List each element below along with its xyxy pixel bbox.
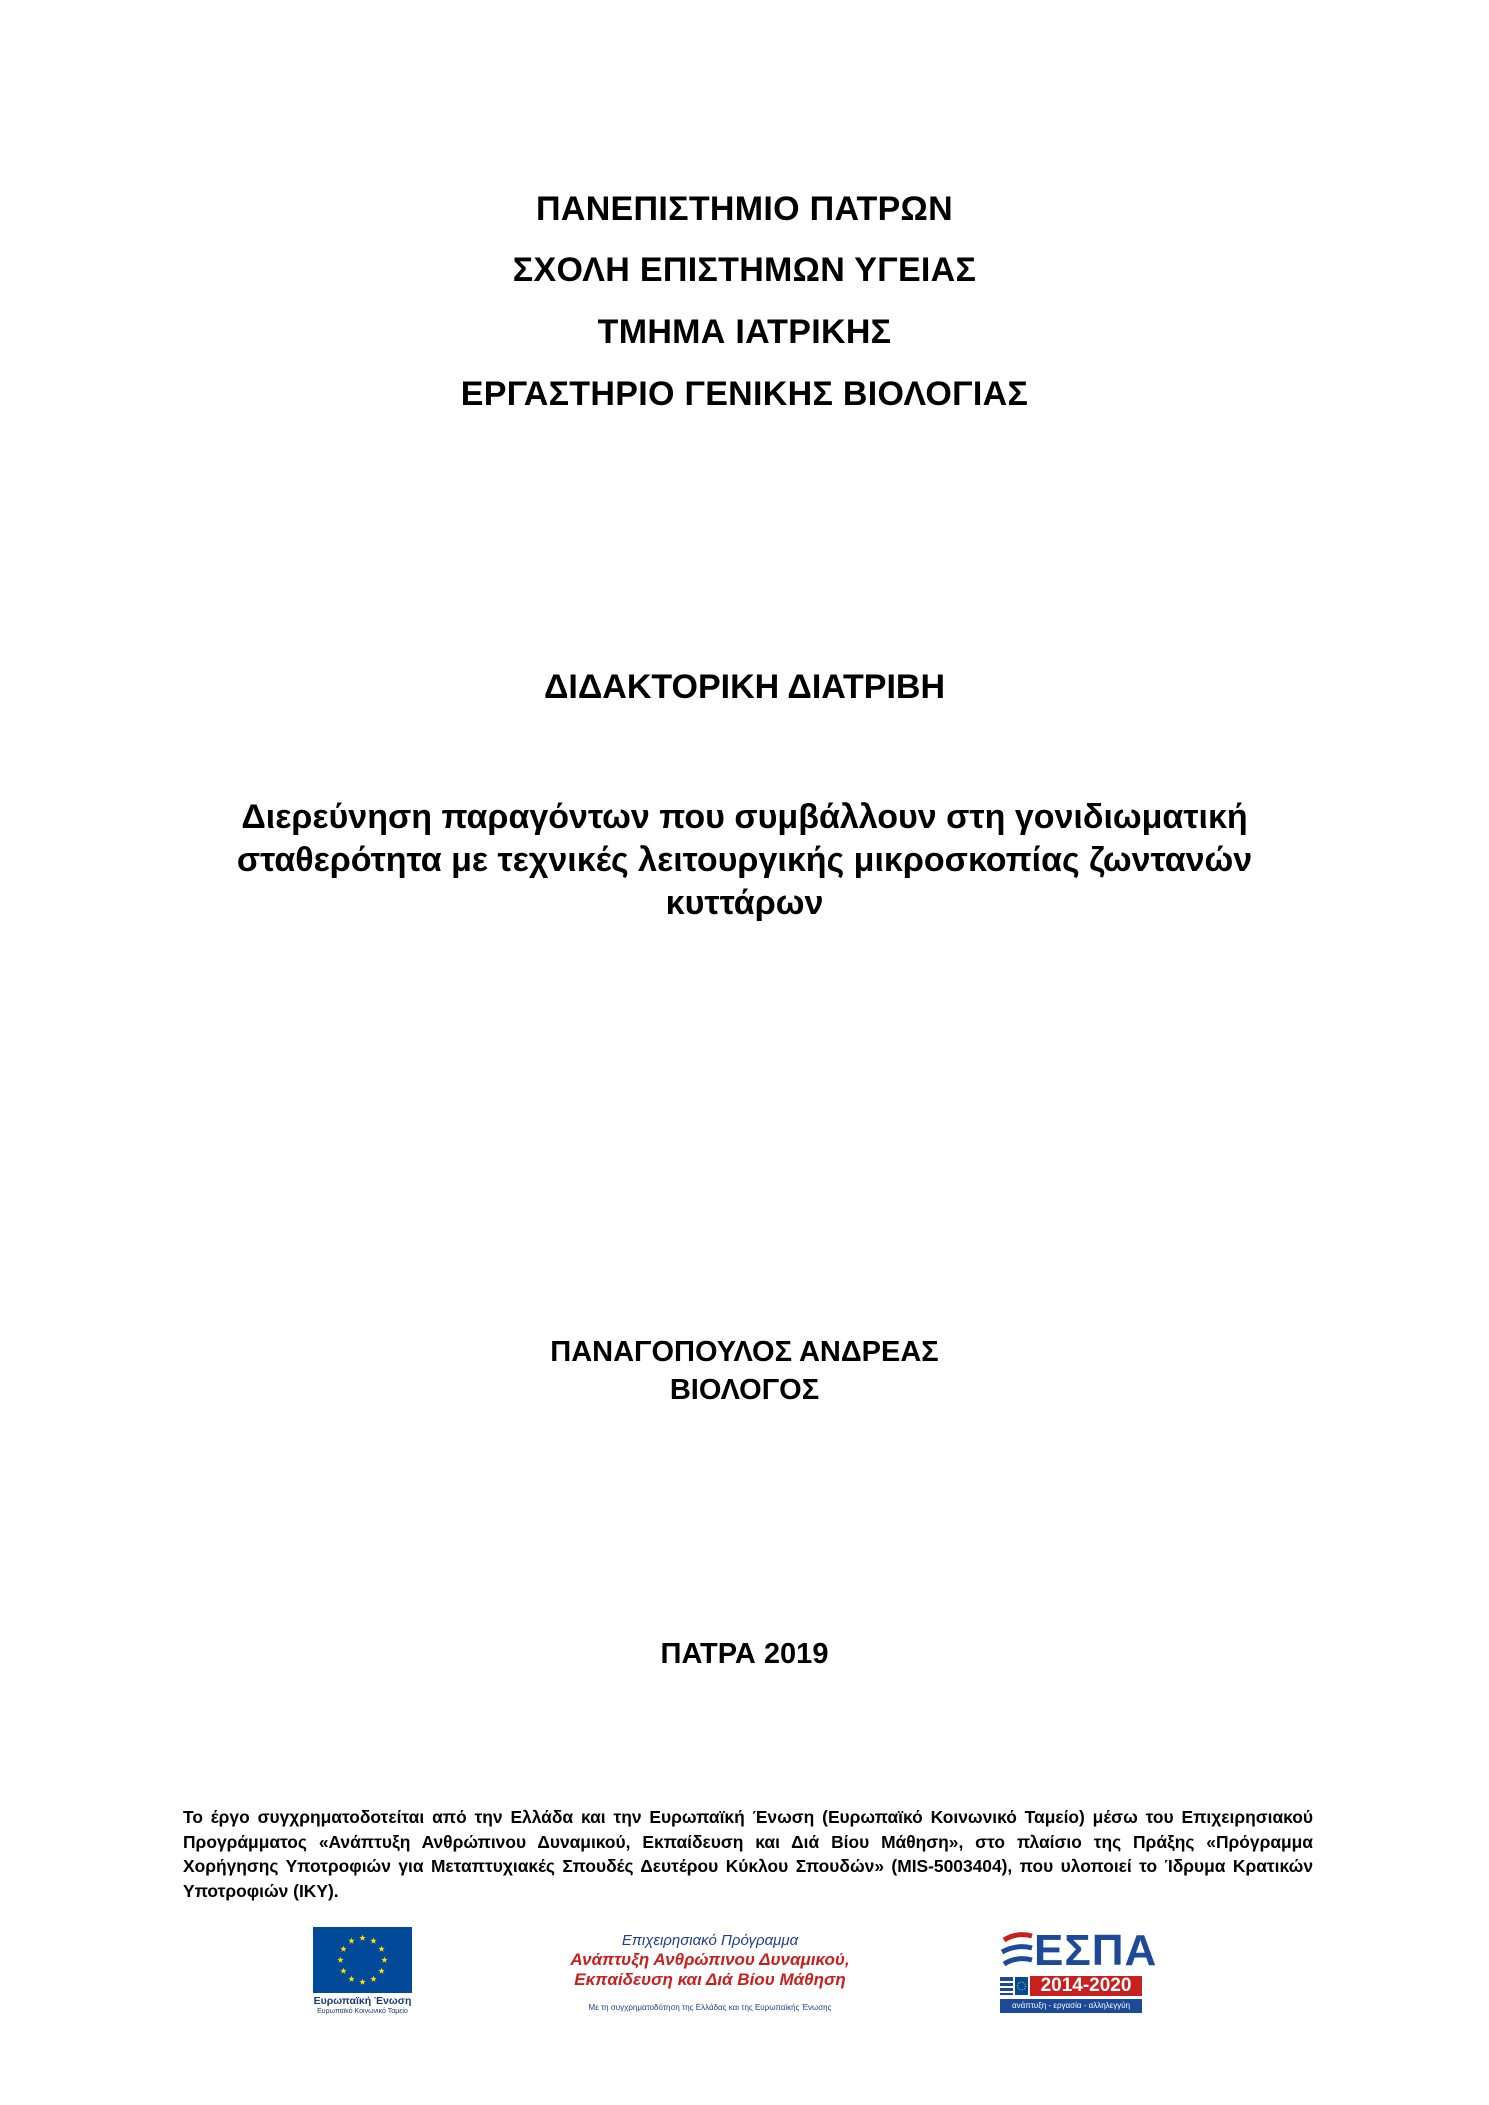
espa-swoosh-icon: [1000, 1932, 1034, 1976]
eu-caption: Ευρωπαϊκή Ένωση: [313, 1995, 412, 2007]
thesis-title-line-1: Διερεύνηση παραγόντων που συμβάλλουν στη γονιδιωματική: [241, 798, 1248, 836]
op-logo-line-4: Με τη συγχρηματοδότηση της Ελλάδας και της Ευρωπαϊκής Ένωσης: [588, 2003, 832, 2012]
school-name: ΣΧΟΛΗ ΕΠΙΣΤΗΜΩΝ ΥΓΕΙΑΣ: [512, 251, 977, 289]
eu-logo: [313, 1927, 412, 2019]
university-name: ΠΑΝΕΠΙΣΤΗΜΙΟ ΠΑΤΡΩΝ: [536, 190, 953, 228]
thesis-title-line-3: κυττάρων: [665, 884, 824, 922]
op-logo-line-1: Επιχειρησιακό Πρόγραμμα: [621, 1932, 799, 1949]
eu-subcaption: Ευρωπαϊκό Κοινωνικό Ταμείο: [317, 2008, 408, 2015]
document-type: ΔΙΔΑΚΤΟΡΙΚΗ ΔΙΑΤΡΙΒΗ: [543, 668, 946, 706]
author-profession: ΒΙΟΛΟΓΟΣ: [669, 1374, 820, 1406]
espa-years: 2014-2020: [1030, 1976, 1142, 1996]
espa-word: ΕΣΠΑ: [1034, 1926, 1158, 1975]
eu-flag-icon: [313, 1927, 412, 1993]
operational-programme-logo: [555, 1932, 865, 2017]
espa-logo: [1000, 1926, 1158, 2014]
funding-statement: Το έργο συγχρηματοδοτείται από την Ελλάδα και την Ευρωπαϊκή Ένωση (Ευρωπαϊκό Κοινωνικό Ταμείο) μέσω του Επιχειρησιακού Προγράμματος «Ανάπτυξη Ανθρώπινου Δυναμικού, Εκπαίδευση και Διά Βίου Μάθηση», στο πλαίσιο της Πράξης «Πρόγραμμα Χορήγησης Υποτροφιών για Μεταπτυχιακές Σπουδές Δευτέρου Κύκλου Σπουδών» (MIS-5003404), που υλοποιεί το Ίδρυμα Κρατικών Υποτροφιών (ΙΚΥ).: [183, 1807, 1313, 1901]
laboratory-name: ΕΡΓΑΣΤΗΡΙΟ ΓΕΝΙΚΗΣ ΒΙΟΛΟΓΙΑΣ: [460, 375, 1029, 413]
place-year: ΠΑΤΡΑ 2019: [660, 1638, 829, 1670]
department-name: ΤΜΗΜΑ ΙΑΤΡΙΚΗΣ: [597, 313, 892, 351]
author-name: ΠΑΝΑΓΟΠΟΥΛΟΣ ΑΝΔΡΕΑΣ: [550, 1336, 939, 1368]
thesis-title-line-2: σταθερότητα με τεχνικές λειτουργικής μικροσκοπίας ζωντανών: [236, 841, 1253, 879]
op-logo-line-3: Εκπαίδευση και Διά Βίου Μάθηση: [574, 1970, 846, 1989]
greek-eu-flags-icon: [1000, 1977, 1028, 1995]
espa-tagline: ανάπτυξη - εργασία - αλληλεγγύη: [1000, 1999, 1142, 2013]
op-logo-line-2: Ανάπτυξη Ανθρώπινου Δυναμικού,: [570, 1950, 850, 1969]
